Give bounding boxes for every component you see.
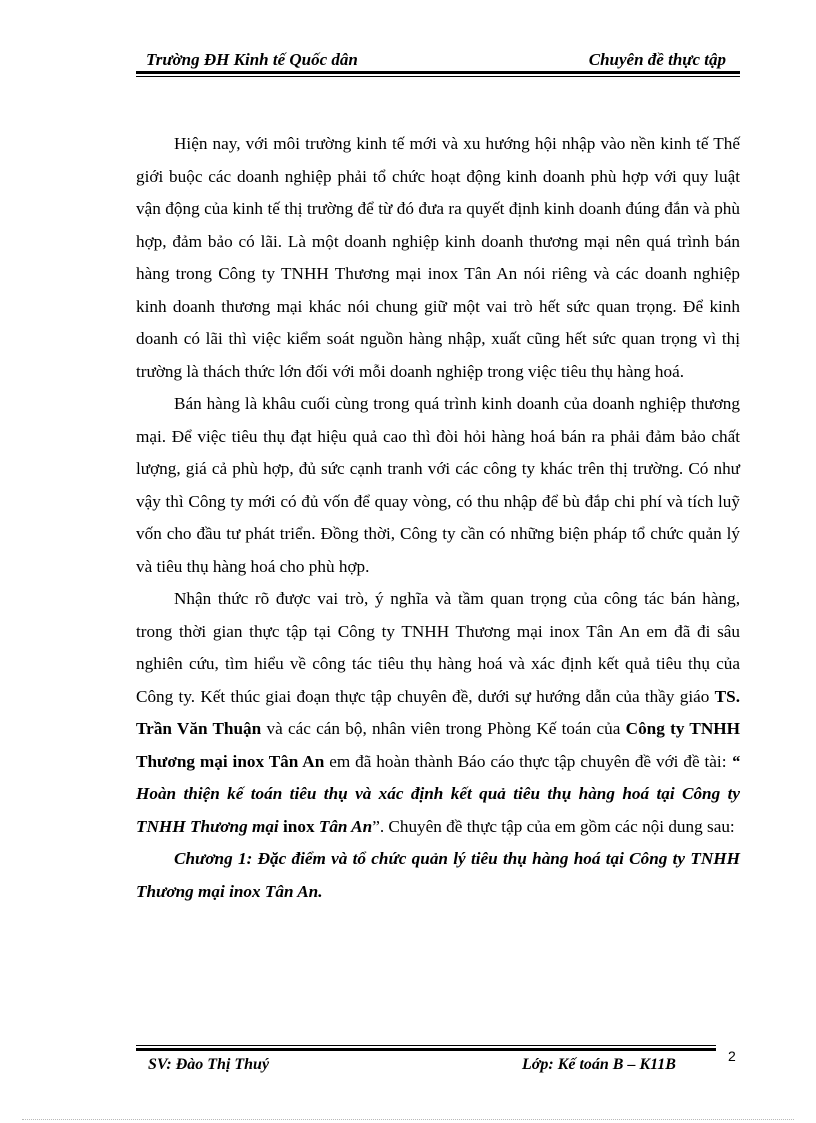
page-boundary bbox=[22, 1119, 794, 1120]
footer-rule bbox=[136, 1048, 716, 1051]
chapter-1-heading: Chương 1: Đặc điểm và tổ chức quản lý tiêu thụ hàng hoá tại Công ty TNHH Thương mại inox Tân An. bbox=[136, 849, 740, 901]
footer-student: SV: Đào Thị Thuý bbox=[148, 1056, 270, 1073]
header-rule-thin bbox=[136, 76, 740, 77]
quote-open: “ bbox=[731, 751, 741, 771]
p3-text-4: ”. Chuyên đề thực tập của em gồm các nội dung sau: bbox=[372, 816, 735, 836]
p3-text-2: và các cán bộ, nhân viên trong Phòng Kế toán của bbox=[261, 719, 626, 738]
report-title: Hoàn thiện kế toán tiêu thụ và xác định kết quả tiêu thụ hàng hoá tại Công ty TNHH Thương mại bbox=[136, 784, 740, 836]
paragraph-1: Hiện nay, với môi trường kinh tế mới và xu hướng hội nhập vào nền kinh tế Thế giới buộc các doanh nghiệp phải tổ chức hoạt động kinh doanh phù hợp với quy luật vận động của kinh tế thị trường để từ đó đưa ra quyết định kinh doanh đúng đắn và phù hợp, đảm bảo có lãi. Là một doanh nghiệp kinh doanh thương mại nên quá trình bán hàng trong Công ty TNHH Thương mại inox Tân An nói riêng và các doanh nghiệp kinh doanh thương mại khác nói chung giữ một vai trò hết sức quan trọng. Để kinh doanh có lãi thì việc kiểm soát nguồn hàng nhập, xuất cũng hết sức quan trọng vì thị trường là thách thức lớn đối với mỗi doanh nghiệp trong việc tiêu thụ hàng hoá. bbox=[136, 134, 740, 381]
header-rule bbox=[136, 71, 740, 74]
company-name: Công ty TNHH Thương mại inox Tân An bbox=[136, 719, 740, 771]
page-number: 2 bbox=[728, 1048, 736, 1064]
paragraph-2: Bán hàng là khâu cuối cùng trong quá trình kinh doanh của doanh nghiệp thương mại. Để việc tiêu thụ đạt hiệu quả cao thì đòi hỏi hàng hoá bán ra phải đảm bảo chất lượng, giá cả phù hợp, đủ sức cạnh tranh với các công ty khác trên thị trường. Có như vậy thì Công ty mới có đủ vốn để quay vòng, có thu nhập để bù đắp chi phí và tích luỹ vốn cho đầu tư phát triển. Đồng thời, Công ty cần có những biện pháp tổ chức quản lý và tiêu thụ hàng hoá cho phù hợp. bbox=[136, 394, 740, 576]
p3-text-3: em đã hoàn thành Báo cáo thực tập chuyên đề với đề tài: bbox=[324, 751, 732, 771]
page-header bbox=[136, 48, 740, 72]
header-document-type: Chuyên đề thực tập bbox=[588, 50, 726, 69]
report-title-end: Tân An bbox=[314, 816, 373, 836]
header-school: Trường ĐH Kinh tế Quốc dân bbox=[146, 50, 358, 69]
advisor-name: TS. Trần Văn Thuận bbox=[136, 686, 740, 738]
footer-class: Lớp: Kế toán B – K11B bbox=[522, 1056, 676, 1073]
paragraph-3 bbox=[136, 583, 740, 843]
document-body bbox=[136, 128, 740, 908]
footer-rule-thin bbox=[136, 1045, 716, 1046]
p3-text-1: Nhận thức rõ được vai trò, ý nghĩa và tầm quan trọng của công tác bán hàng, trong thời gian thực tập tại Công ty TNHH Thương mại inox Tân An em đã đi sâu nghiên cứu, tìm hiểu về công tác tiêu thụ hàng hoá và xác định kết quả tiêu thụ của Công ty. Kết thúc giai đoạn thực tập chuyên đề, dưới sự hướng dẫn của thầy giáo bbox=[136, 589, 740, 706]
report-title-inox: inox bbox=[283, 816, 315, 836]
